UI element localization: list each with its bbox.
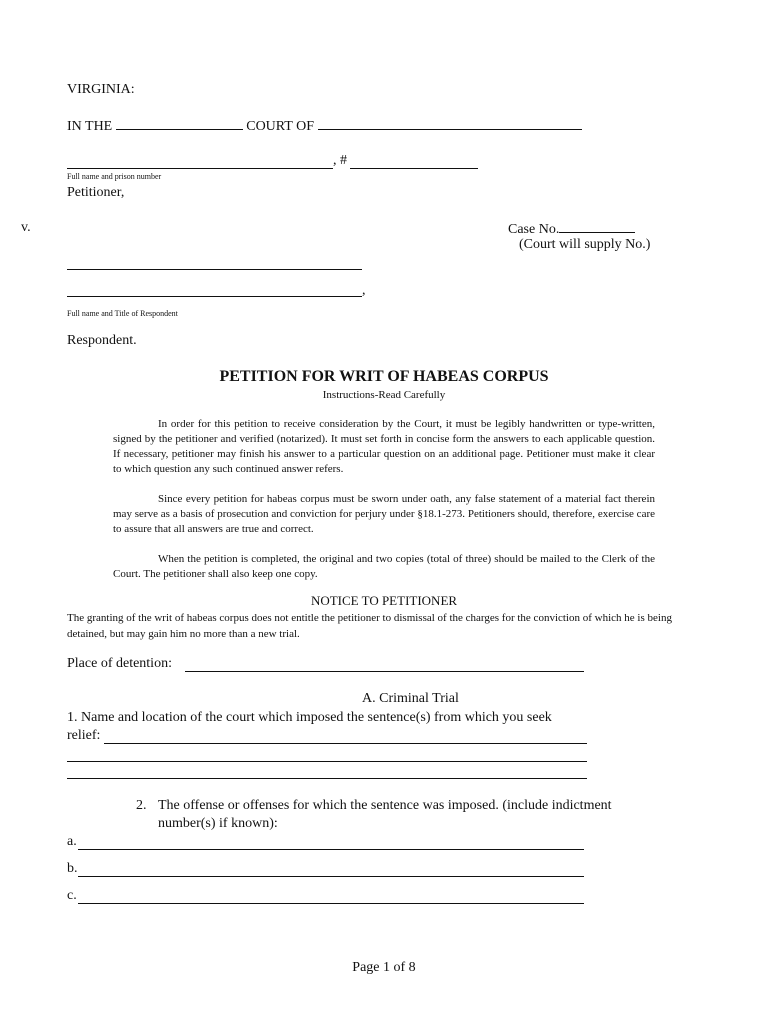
hash-label: , # [333,153,347,168]
case-number-line [508,220,635,238]
respondent-caption: Full name and Title of Respondent [67,309,178,318]
section-a-heading: A. Criminal Trial [362,691,459,706]
question-1-relief-label: relief: [67,728,101,743]
court-supply-note: (Court will supply No.) [519,237,651,252]
instructions-paragraph-2: Since every petition for habeas corpus must be sworn under oath, any false statement of a material fact therein may serve as a basis of prosecution and conviction for perjury under §18.1-273. Petitioners should, therefore, exercise care to assure that all answers are true and correct. [113,493,655,535]
instructions-subtitle: Instructions-Read Carefully [322,389,446,401]
item-a-label: a. [67,834,77,849]
instructions-paragraph-3: When the petition is completed, the original and two copies (total of three) should be mailed to the Clerk of the Court. The petitioner shall also keep one copy. [113,553,655,580]
court-of-label: COURT OF [246,119,314,134]
detention-field[interactable] [185,671,584,672]
court-line [67,117,582,135]
question-2-text-cont: number(s) if known): [158,816,278,831]
case-number-field[interactable] [559,220,635,233]
offense-c-field[interactable] [78,903,584,904]
question-2-number: 2. [136,798,147,813]
instructions-paragraph-1: In order for this petition to receive consideration by the Court, it must be legibly handwritten or type-written, signed by the petitioner and verified (notarized). It must set forth in concise form the answers to each applicable question. If necessary, petitioner may finish his answer to a particular question on an additional page. Petitioner must make it clear to which question any such continued answer refers. [113,418,655,475]
question-1-answer-field-3[interactable] [67,778,587,779]
question-2-text: The offense or offenses for which the sentence was imposed. (include indictment [158,798,612,813]
prison-number-field[interactable] [350,168,478,169]
page-title: PETITION FOR WRIT OF HABEAS CORPUS [219,368,549,385]
question-1-answer-field-2[interactable] [67,761,587,762]
petitioner-label: Petitioner, [67,185,125,200]
offense-a-field[interactable] [78,849,584,850]
respondent-name-field-2[interactable] [67,296,362,297]
offense-b-field[interactable] [78,876,584,877]
petitioner-name-field[interactable] [67,168,333,169]
full-name-caption: Full name and prison number [67,172,162,181]
court-location-field[interactable] [318,117,582,130]
detention-label: Place of detention: [67,656,172,671]
item-c-label: c. [67,888,77,903]
respondent-comma: , [362,283,366,298]
court-name-field[interactable] [116,117,243,130]
case-no-label: Case No. [508,222,560,237]
state-heading: VIRGINIA: [67,82,135,97]
respondent-label: Respondent. [67,333,137,348]
question-1-text: 1. Name and location of the court which imposed the sentence(s) from which you seek [67,710,552,725]
notice-body: The granting of the writ of habeas corpus does not entitle the petitioner to dismissal of the charges for the conviction of which he is being detained, but may gain him no more than a new trial. [67,612,672,640]
in-the-label: IN THE [67,119,113,134]
question-1-answer-field-1[interactable] [104,743,587,744]
respondent-name-field-1[interactable] [67,269,362,270]
versus-label: v. [21,220,31,235]
page-number: Page 1 of 8 [352,960,416,975]
item-b-label: b. [67,861,78,876]
notice-heading: NOTICE TO PETITIONER [310,593,458,608]
